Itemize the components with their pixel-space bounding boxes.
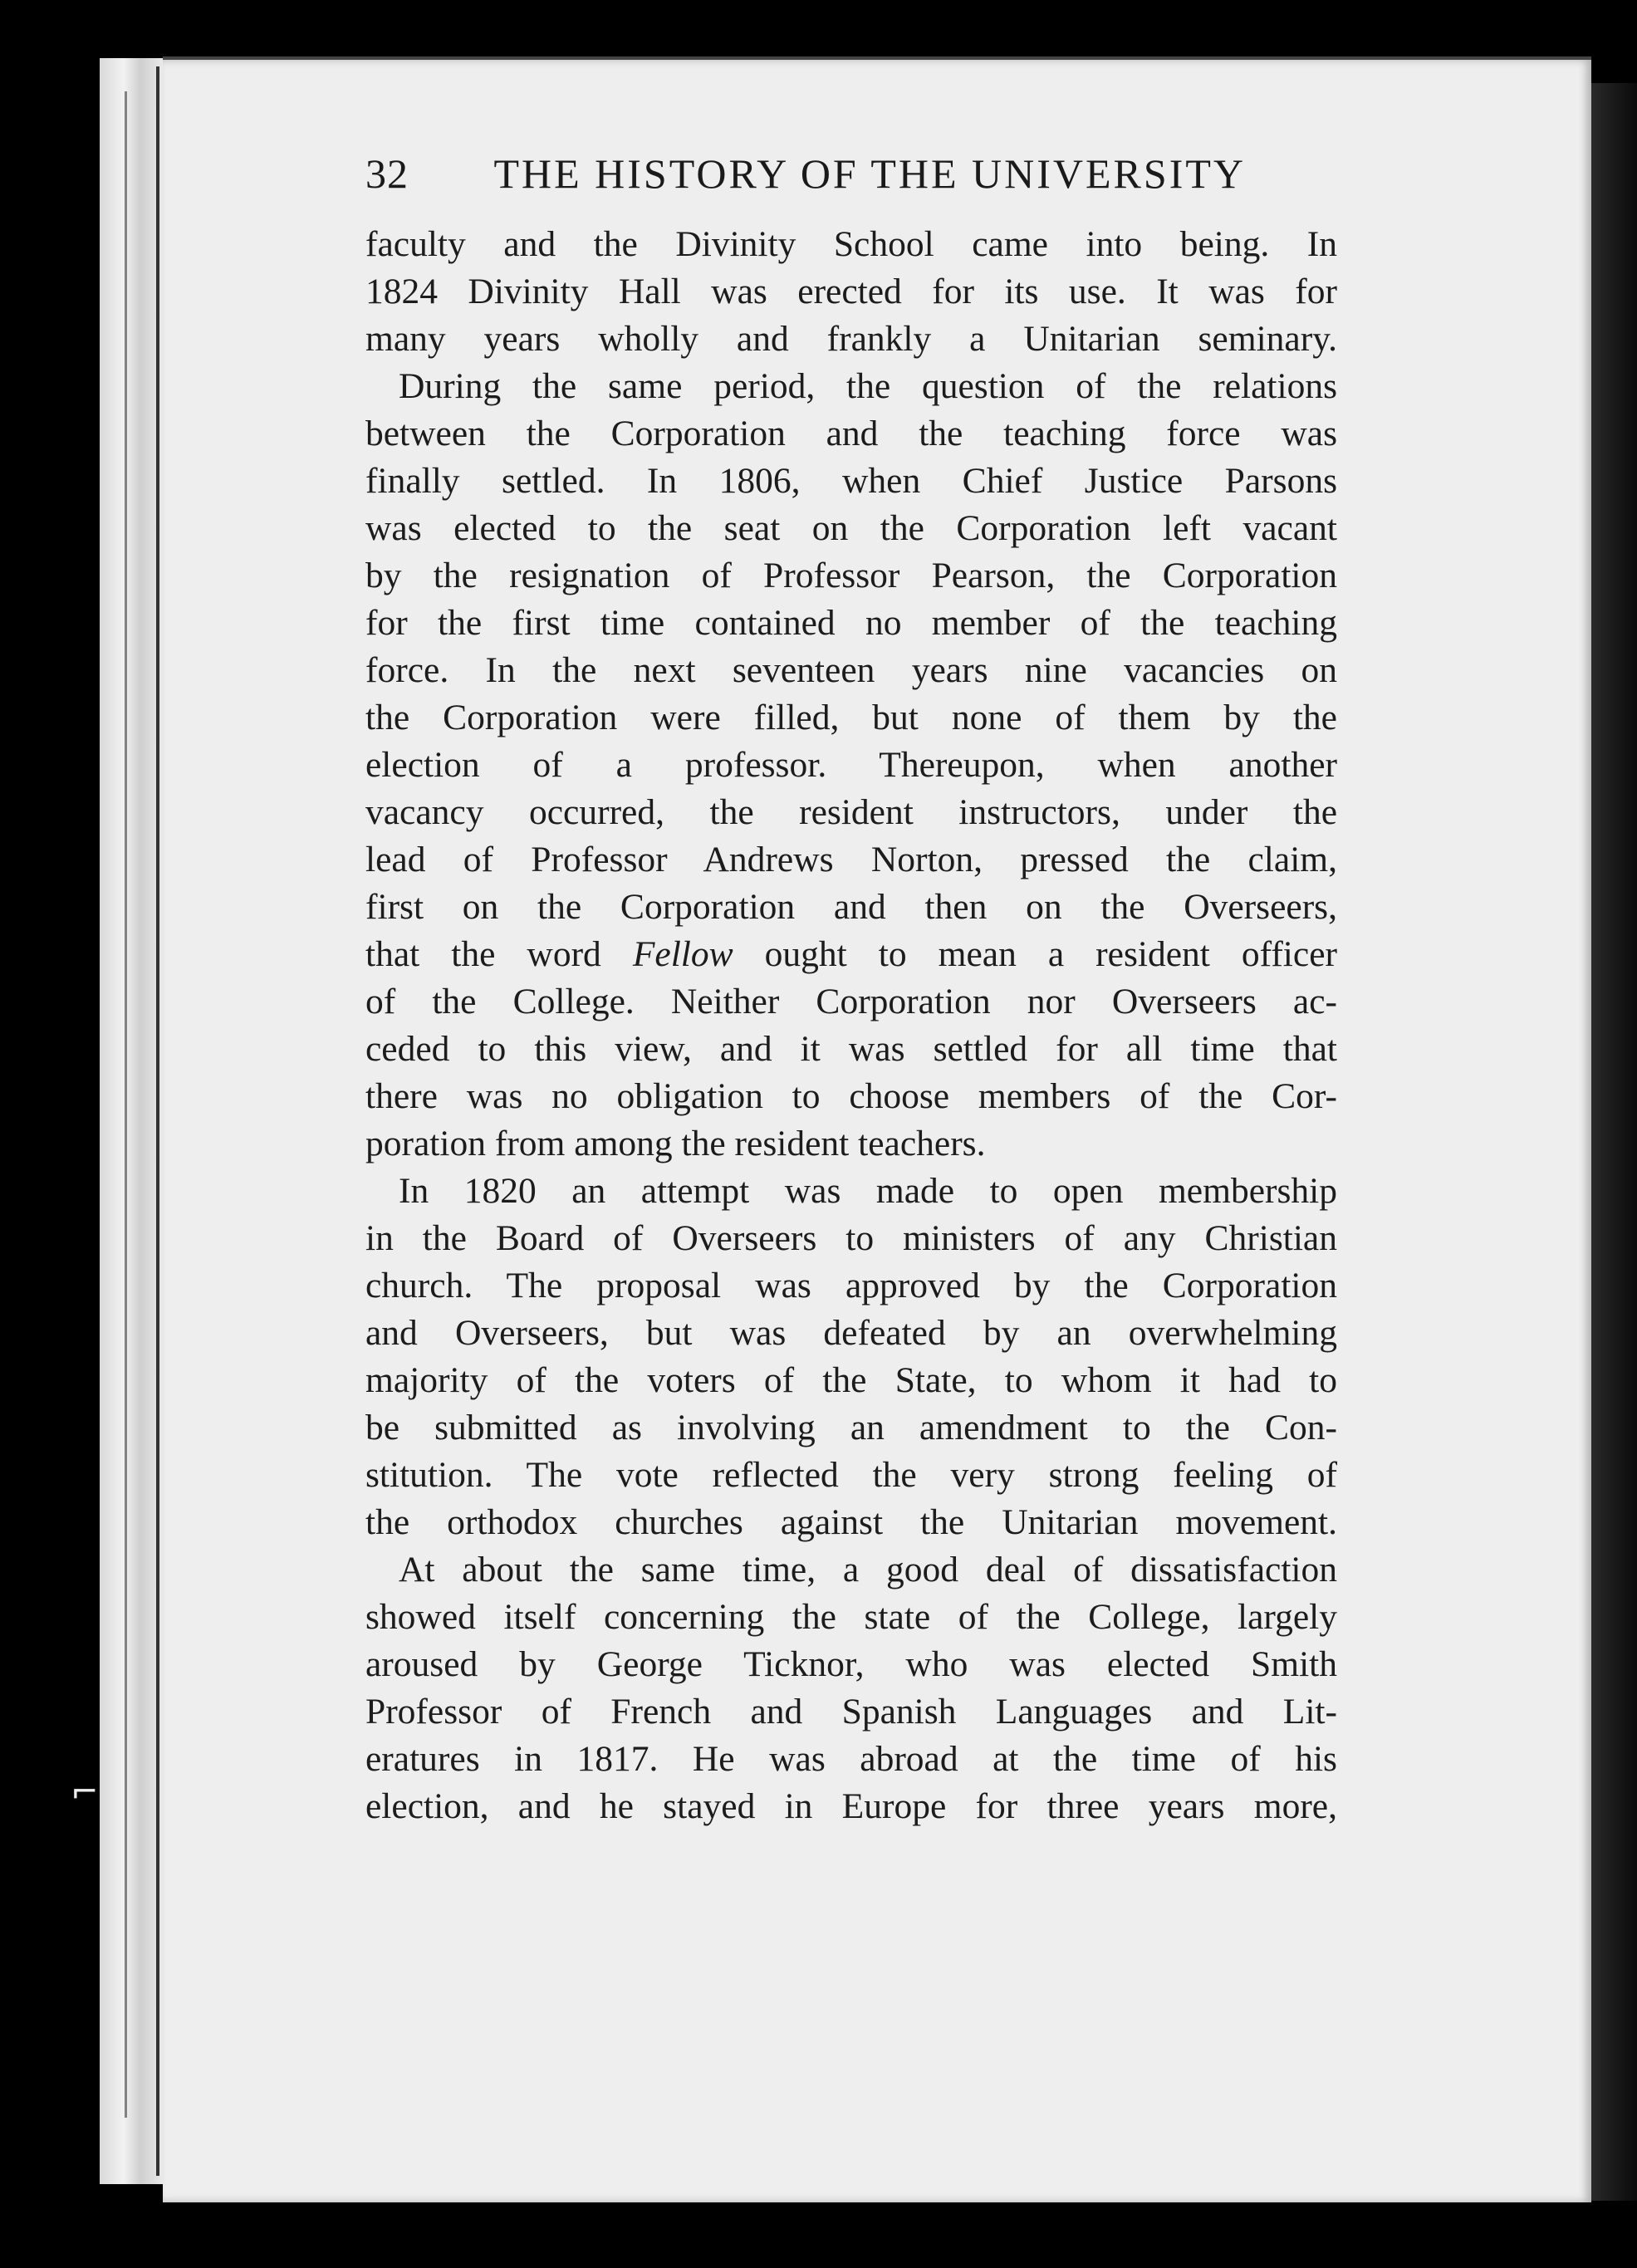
text-line: the Corporation were filled, but none of them by the	[365, 698, 1337, 737]
paragraph-first-line: In 1820 an attempt was made to open membership	[399, 1171, 1337, 1211]
text-line: by the resignation of Professor Pearson, the Corporation	[365, 556, 1337, 595]
text-line: eratures in 1817. He was abroad at the time of his	[365, 1739, 1337, 1779]
text-line: between the Corporation and the teaching force was	[365, 414, 1337, 453]
text-line: aroused by George Ticknor, who was elected Smith	[365, 1644, 1337, 1684]
text-line: Professor of French and Spanish Languages and Lit-	[365, 1692, 1337, 1732]
scan-mark: ⌐	[71, 1773, 99, 1811]
text-line: lead of Professor Andrews Norton, pressed the claim,	[365, 840, 1337, 879]
text-line: vacancy occurred, the resident instructors, under the	[365, 792, 1337, 832]
text-segment: that the word	[365, 934, 601, 974]
book-binding-edge	[1590, 83, 1637, 2201]
text-segment: ought to mean a resident officer	[764, 934, 1337, 974]
text-line: first on the Corporation and then on the Overseers,	[365, 887, 1337, 927]
page-number: 32	[365, 150, 409, 197]
text-line: church. The proposal was approved by the Corporation	[365, 1266, 1337, 1305]
paragraph-last-line: poration from among the resident teachers.	[365, 1124, 986, 1163]
text-line: majority of the voters of the State, to whom it had to	[365, 1360, 1337, 1400]
text-line: for the first time contained no member of the teaching	[365, 603, 1337, 643]
paragraph-first-line: During the same period, the question of the relations	[399, 366, 1337, 406]
italic-word: Fellow	[632, 934, 733, 974]
page-edge-line-dark	[156, 66, 159, 2176]
text-line: stitution. The vote reflected the very strong feeling of	[365, 1455, 1337, 1495]
text-line: many years wholly and frankly a Unitarian seminary.	[365, 319, 1337, 359]
paragraph-first-line: At about the same time, a good deal of dissatisfaction	[399, 1550, 1337, 1590]
running-head	[365, 149, 1246, 216]
text-line: and Overseers, but was defeated by an overwhelming	[365, 1313, 1337, 1353]
body-text	[365, 221, 1337, 1830]
text-line: there was no obligation to choose members of the Cor-	[365, 1076, 1337, 1116]
text-line: election of a professor. Thereupon, when another	[365, 745, 1337, 785]
text-line: 1824 Divinity Hall was erected for its use. It was for	[365, 272, 1337, 311]
page-edge-line	[125, 91, 127, 2118]
text-line: ceded to this view, and it was settled for all time that	[365, 1029, 1337, 1069]
text-line: in the Board of Overseers to ministers of any Christian	[365, 1218, 1337, 1258]
text-line: election, and he stayed in Europe for three years more,	[365, 1786, 1337, 1826]
text-line: the orthodox churches against the Unitarian movement.	[365, 1502, 1337, 1542]
text-line: of the College. Neither Corporation nor Overseers ac-	[365, 982, 1337, 1021]
text-line: showed itself concerning the state of the College, largely	[365, 1597, 1337, 1637]
text-line: faculty and the Divinity School came into being. In	[365, 224, 1337, 264]
text-line: be submitted as involving an amendment to the Con-	[365, 1408, 1337, 1448]
text-line: force. In the next seventeen years nine vacancies on	[365, 650, 1337, 690]
text-line: was elected to the seat on the Corporation left vacant	[365, 508, 1337, 548]
text-line: finally settled. In 1806, when Chief Justice Parsons	[365, 461, 1337, 501]
running-title: THE HISTORY OF THE UNIVERSITY	[493, 150, 1246, 197]
text-line-with-italic	[365, 931, 1337, 978]
